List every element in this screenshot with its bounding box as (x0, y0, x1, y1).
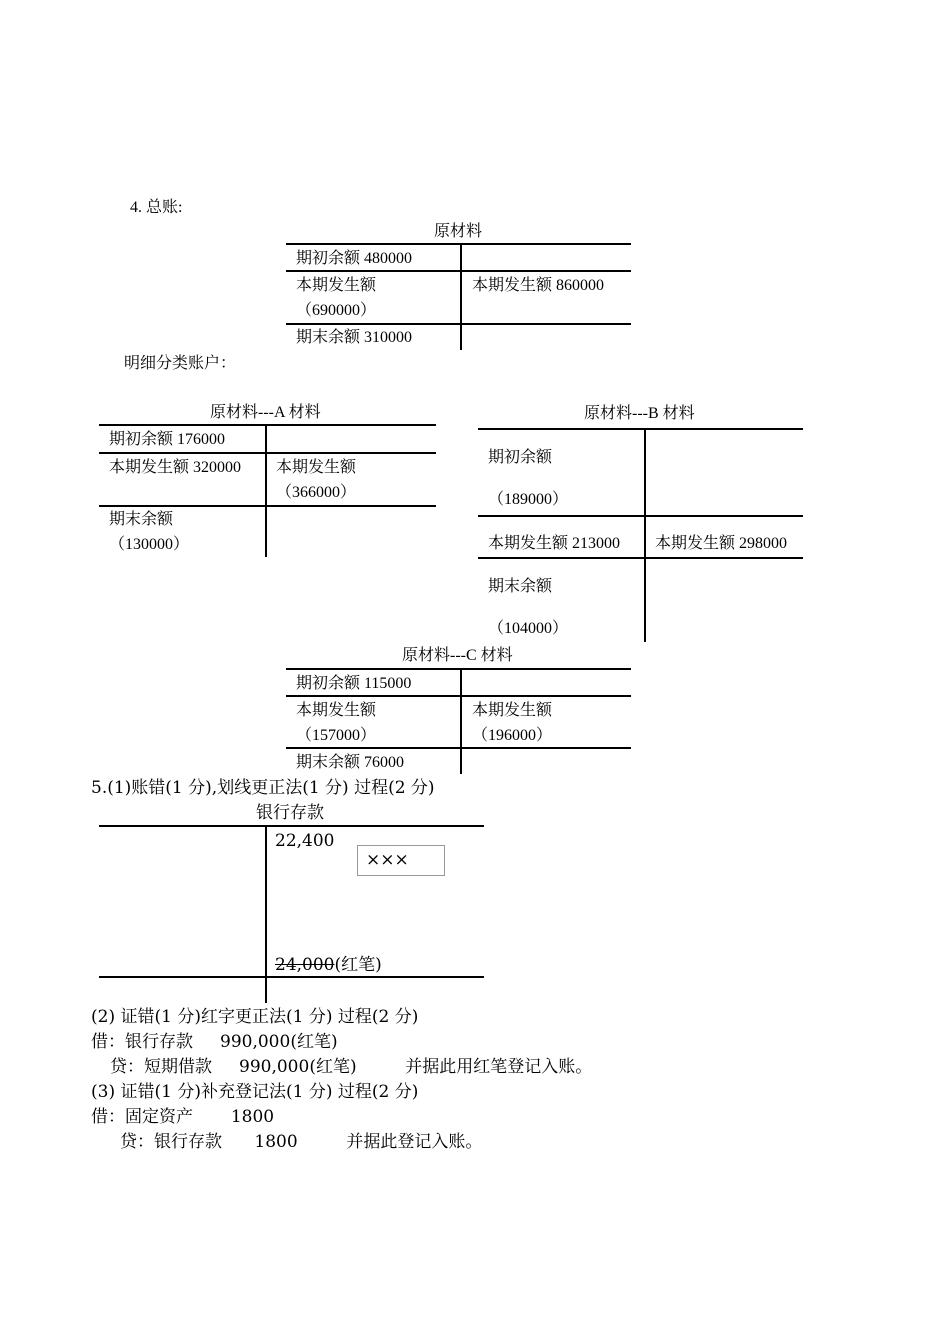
account-c-debit-value: （157000） (296, 727, 377, 744)
account-a-divider (265, 424, 267, 557)
bank-struck-amount: 24,000 (275, 955, 335, 975)
section-5-line-2: (2) 证错(1 分)红字更正法(1 分) 过程(2 分) (91, 1007, 419, 1027)
general-credit: 本期发生额 860000 (472, 277, 605, 294)
account-c-line-3 (286, 747, 631, 749)
general-opening: 期初余额 480000 (296, 250, 413, 267)
account-a-line-2 (99, 452, 436, 454)
signature-marks: ××× (366, 850, 409, 870)
bank-struck-entry (275, 957, 382, 974)
account-b-line-2 (478, 515, 803, 517)
account-c-credit-label: 本期发生额 (472, 702, 553, 719)
account-a-top-line (99, 424, 436, 426)
account-b-closing-label: 期末余额 (488, 578, 553, 595)
general-closing: 期末余额 310000 (296, 329, 413, 346)
general-debit-label: 本期发生额 (296, 277, 377, 294)
account-a-debit: 本期发生额 320000 (109, 459, 242, 476)
account-b-opening-value: （189000） (488, 491, 569, 508)
account-c-line-2 (286, 695, 631, 697)
account-a-title: 原材料---A 材料 (210, 404, 321, 421)
section-5-line-3: 借：银行存款 990,000(红笔) (91, 1032, 338, 1052)
account-a-closing-value: （130000） (109, 536, 190, 553)
account-a-credit-value: （366000） (276, 484, 357, 501)
section-5-line-7: 贷：银行存款 1800 并据此登记入账。 (120, 1132, 483, 1152)
bank-bottom-line (99, 976, 484, 978)
account-b-closing-value: （104000） (488, 620, 569, 637)
detail-accounts-heading: 明细分类账户： (124, 355, 237, 372)
bank-top-line (99, 825, 484, 827)
bank-struck-note: (红笔) (334, 955, 382, 975)
account-b-top-line (478, 428, 803, 430)
account-a-line-3 (99, 505, 436, 507)
account-c-title: 原材料---C 材料 (402, 647, 513, 664)
general-ledger-top-line (286, 243, 631, 245)
account-b-divider (644, 428, 646, 642)
account-c-debit-label: 本期发生额 (296, 702, 377, 719)
account-a-opening: 期初余额 176000 (109, 431, 226, 448)
account-c-opening: 期初余额 115000 (296, 675, 412, 692)
account-c-credit-value: （196000） (472, 727, 553, 744)
general-ledger-divider (460, 243, 462, 350)
account-b-title: 原材料---B 材料 (584, 405, 695, 422)
section-5-line-4: 贷：短期借款 990,000(红笔) 并据此用红笔登记入账。 (110, 1057, 593, 1077)
account-c-top-line (286, 668, 631, 670)
bank-amount: 22,400 (275, 831, 335, 851)
section-4-heading: 4. 总账: (130, 199, 183, 216)
account-b-debit: 本期发生额 213000 (488, 535, 621, 552)
account-a-closing-label: 期末余额 (109, 511, 174, 528)
account-b-credit: 本期发生额 298000 (655, 535, 788, 552)
general-line-2 (286, 270, 631, 272)
general-line-3 (286, 323, 631, 325)
section-5-line-1: 5.(1)账错(1 分),划线更正法(1 分) 过程(2 分) (91, 778, 435, 798)
section-5-line-5: (3) 证错(1 分)补充登记法(1 分) 过程(2 分) (91, 1082, 419, 1102)
account-b-opening-label: 期初余额 (488, 449, 553, 466)
bank-account-title: 银行存款 (256, 803, 324, 823)
account-c-closing: 期末余额 76000 (296, 754, 405, 771)
account-b-line-3 (478, 557, 803, 559)
account-c-divider (460, 668, 462, 774)
general-ledger-title: 原材料 (434, 223, 483, 240)
account-a-credit-label: 本期发生额 (276, 459, 357, 476)
general-debit-value: （690000） (296, 302, 377, 319)
section-5-line-6: 借：固定资产 1800 (91, 1107, 275, 1127)
